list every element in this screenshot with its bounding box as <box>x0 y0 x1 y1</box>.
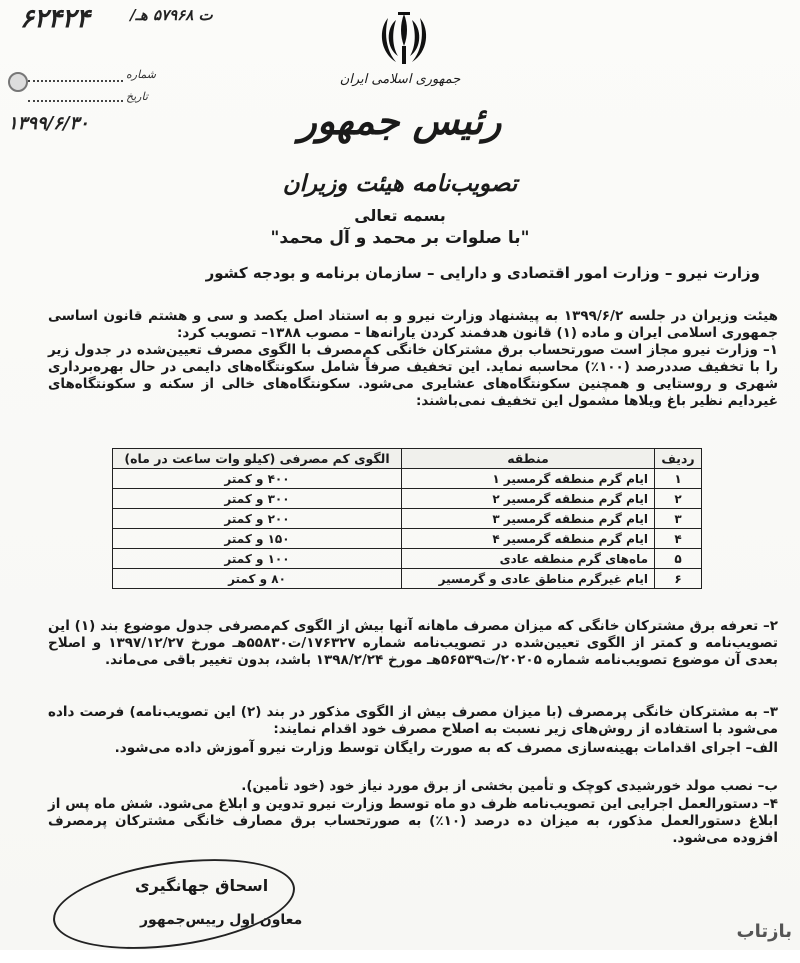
table-row <box>113 569 702 589</box>
salawat-line: "با صلوات بر محمد و آل محمد" <box>270 228 530 248</box>
table-row <box>113 469 702 489</box>
handwritten-number: ۶۲۴۲۴ <box>20 4 90 34</box>
row-pattern: ۳۰۰ و کمتر <box>113 489 402 509</box>
row-pattern: ۲۰۰ و کمتر <box>113 509 402 529</box>
consumption-table <box>112 448 702 589</box>
item-3-be-paragraph: ب– نصب مولد خورشیدی کوچک و تأمین بخشی از برق مورد نیاز خود (خود تأمین). <box>241 778 778 794</box>
table-row <box>113 549 702 569</box>
row-index: ۱ <box>655 469 702 489</box>
row-pattern: ۱۵۰ و کمتر <box>113 529 402 549</box>
item-3-paragraph: ۳– به مشترکان خانگی پرمصرف (با میزان مصرف بیش از الگوی مذکور در بند (۲) این تصویب‌نامه) فرصت داده می‌شود با استفاده از روش‌های زیر نسبت به اصلاح مصرف خود اقدام نمایند: <box>48 704 779 737</box>
item-3-alef-paragraph: الف– اجرای اقدامات بهینه‌سازی مصرف که به صورت رایگان توسط وزارت نیرو آموزش داده می‌شود. <box>114 740 778 756</box>
item-4-paragraph: ۴– دستورالعمل اجرایی این تصویب‌نامه ظرف دو ماه توسط وزارت نیرو تدوین و ابلاغ می‌شود. شش ماه پس از ابلاغ دستورالعمل مذکور، به میزان ده درصد (۱۰٪) به صورتحساب برق مصارف خانگی مشترکان پرمصرف افزوده می‌شود. <box>48 796 778 846</box>
table-header-row <box>113 449 702 469</box>
item-2-paragraph: ۲– تعرفه برق مشترکان خانگی که میزان مصرف ماهانه آنها بیش از الگوی کم‌مصرفی جدول موضوع بند (۱) این تصویب‌نامه و کمتر از الگوی تعیین‌شده در تصویب‌نامه شماره ۱۷۶۳۲۷/ت۵۵۸۳۰هـ مورخ ۱۳۹۷/۱۲/۲۷ و اصلاح بعدی آن موضوع تصویب‌نامه شماره ۲۰۲۰۵/ت۵۶۵۳۹هـ مورخ ۱۳۹۸/۲/۲۴ باشد، بدون تغییر باقی می‌ماند. <box>48 618 779 668</box>
row-index: ۴ <box>655 529 702 549</box>
watermark-logo: بازتاب <box>736 921 792 942</box>
bismillah-line: بسمه تعالی <box>354 206 446 225</box>
row-pattern: ۸۰ و کمتر <box>113 569 402 589</box>
signature-icon <box>47 845 303 962</box>
row-region: ایام غیرگرم مناطق عادی و گرمسیر <box>402 569 655 589</box>
row-index: ۵ <box>655 549 702 569</box>
row-region: ایام گرم منطقه گرمسیر ۳ <box>402 509 655 529</box>
row-region: ماه‌های گرم منطقه عادی <box>402 549 655 569</box>
republic-title: جمهوری اسلامی ایران <box>339 72 461 87</box>
signer-title: معاون اول رییس‌جمهور <box>140 912 303 928</box>
label-date: تاریخ <box>126 90 148 103</box>
president-title: رئیس جمهور <box>298 98 502 143</box>
table-row <box>113 529 702 549</box>
row-pattern: ۴۰۰ و کمتر <box>113 469 402 489</box>
table-row <box>113 489 702 509</box>
row-index: ۲ <box>655 489 702 509</box>
item-1-paragraph: ۱– وزارت نیرو مجاز است صورتحساب برق مشترکان خانگی کم‌مصرف با الگوی مصرف تعیین‌شده در جدول زیر را با تخفیف صددرصد (۱۰۰٪) محاسبه نماید. این تخفیف صرفاً شامل سکونتگاه‌های دایمی در حال بهره‌برداری شهری و روستایی و همچنین سکونتگاه‌های عشایری می‌شود. سکونتگاه‌های خالی از سکنه و سکونتگاه‌های غیردایم نظیر باغ ویلاها مشمول این تخفیف نمی‌باشند: <box>48 342 778 409</box>
row-index: ۳ <box>655 509 702 529</box>
row-region: ایام گرم منطقه گرمسیر ۱ <box>402 469 655 489</box>
letter-number: /ت ۵۷۹۶۸ هـ <box>130 6 213 24</box>
header-region: منطقه <box>402 449 655 469</box>
handwritten-date: ۱۳۹۹/۶/۳۰ <box>8 113 89 134</box>
intro-paragraph: هیئت وزیران در جلسه ۱۳۹۹/۶/۲ به پیشنهاد وزارت نیرو و به استناد اصل یکصد و سی و هشتم قانون اساسی جمهوری اسلامی ایران و ماده (۱) قانون هدفمند کردن یارانه‌ها – مصوب ۱۳۸۸– تصویب کرد: <box>48 308 778 341</box>
table-row <box>113 509 702 529</box>
iran-emblem-icon <box>376 10 432 68</box>
row-index: ۶ <box>655 569 702 589</box>
signer-name: اسحاق جهانگیری <box>135 876 269 895</box>
row-pattern: ۱۰۰ و کمتر <box>113 549 402 569</box>
header-pattern: الگوی کم مصرفی (کیلو وات ساعت در ماه) <box>113 449 402 469</box>
header-index: ردیف <box>655 449 702 469</box>
cabinet-approval-title: تصویب‌نامه هیئت وزیران <box>282 170 518 197</box>
label-number: شماره <box>126 68 157 81</box>
addressees-line: وزارت نیرو – وزارت امور اقتصادی و دارایی – سازمان برنامه و بودجه کشور <box>205 264 760 282</box>
row-region: ایام گرم منطقه گرمسیر ۴ <box>402 529 655 549</box>
row-region: ایام گرم منطقه گرمسیر ۲ <box>402 489 655 509</box>
